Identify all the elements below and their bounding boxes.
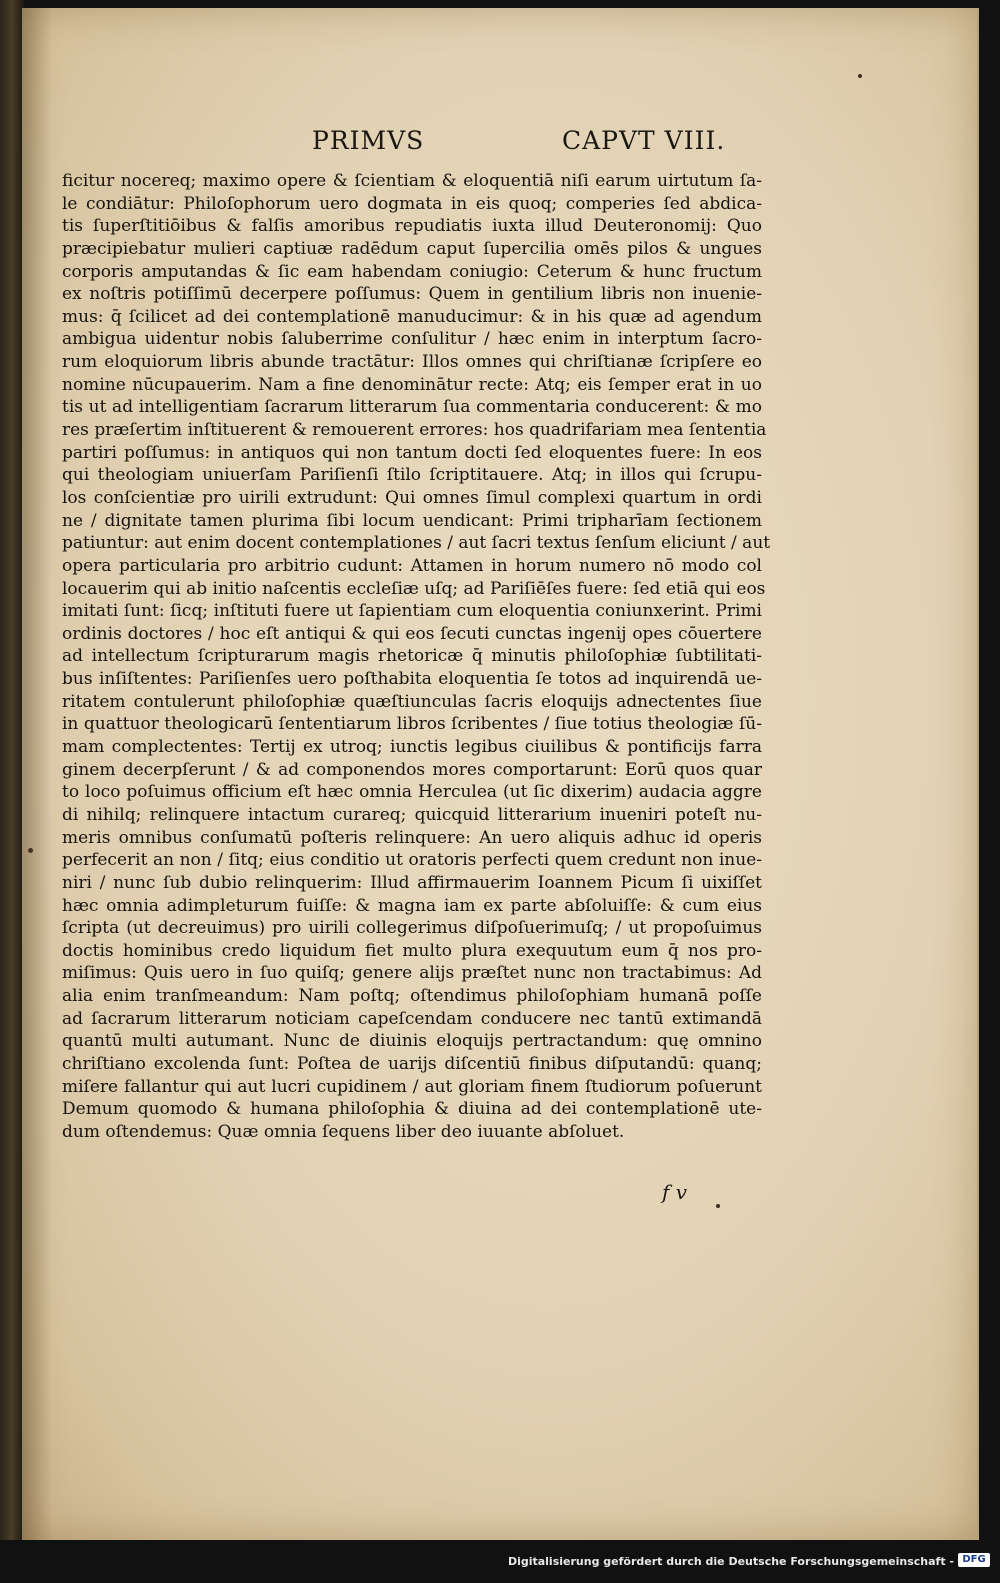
dfg-logo: DFG	[958, 1553, 990, 1567]
text-line: bus inſiſtentes: Pariſienſes uero poſthabita eloquentia ſe totos ad inquirendā ue-	[62, 669, 762, 690]
text-line: chriſtiano excolenda ſunt: Poſtea de uarijs diſcentiū finibus diſputandū: quanq;	[62, 1053, 762, 1074]
text-line: ambigua uidentur nobis ſaluberrime conſulitur / hæc enim in interptum ſacro-	[62, 329, 762, 350]
text-line: Demum quomodo & humana philoſophia & diuina ad dei contemplationē ute-	[62, 1099, 762, 1120]
text-line: miſere fallantur qui aut lucri cupidinem / aut gloriam finem ſtudiorum poſuerunt	[62, 1076, 762, 1097]
text-line: ritatem contulerunt philoſophiæ quæſtiunculas ſacris eloquijs adnectentes ſiue	[62, 691, 762, 712]
text-line: los conſcientiæ pro uirili extrudunt: Qui omnes ſimul complexi quartum in ordi	[62, 487, 762, 508]
paper-speck	[858, 74, 862, 78]
running-title: PRIMVS	[312, 126, 425, 155]
text-line: rum eloquiorum libris abunde tractātur: Illos omnes qui chriſtianæ ſcripſere eo	[62, 352, 762, 373]
text-line: ex noſtris potiſſimū decerpere poſſumus: Quem in gentilium libris non inuenie-	[62, 284, 762, 305]
text-line: miſimus: Quis uero in ſuo quiſq; genere alijs præſtet nunc non tractabimus: Ad	[62, 963, 762, 984]
text-line: partiri poſſumus: in antiquos qui non tantum docti ſed eloquentes fuere: In eos	[62, 442, 762, 463]
chapter-heading: CAPVT VIII.	[562, 126, 726, 155]
text-line: niri / nunc ſub dubio relinquerim: Illud affirmauerim Ioannem Picum ſi uixiſſet	[62, 872, 762, 893]
text-line: dum oſtendemus: Quæ omnia ſequens liber deo iuuante abſoluet.	[62, 1121, 625, 1142]
text-line: ginem decerpſerunt / & ad componendos mores comportarunt: Eorū quos quar	[62, 759, 762, 780]
signature-mark: f v	[662, 1180, 688, 1204]
page-header	[22, 126, 977, 166]
digitization-credit: Digitalisierung gefördert durch die Deutsche Forschungsgemeinschaft -	[507, 1555, 954, 1568]
text-line: ficitur nocereq; maximo opere & ſcientiam & eloquentiā niſi earum uirtutum ſa-	[62, 171, 762, 191]
text-line: nomine nūcupauerim. Nam a fine denominātur recte: Atq; eis ſemper erat in uo	[62, 374, 762, 395]
book-edge	[0, 0, 24, 1540]
text-line: corporis amputandas & ſic eam habendam coniugio: Ceterum & hunc fructum	[62, 261, 762, 282]
text-line: to loco poſuimus officium eſt hæc omnia Herculea (ut ſic dixerim) audacia aggre	[62, 782, 762, 803]
page-gutter-shadow	[22, 8, 52, 1540]
text-line: le condiātur: Philoſophorum uero dogmata in eis quoq; comperies ſed abdica-	[62, 193, 762, 214]
text-line: ordinis doctores / hoc eſt antiqui & qui eos ſecuti cunctas ingenij opes cōuertere	[62, 623, 762, 644]
text-line: ſcripta (ut decreuimus) pro uirili collegerimus diſpoſuerimuſq; / ut propoſuimus	[62, 918, 762, 939]
text-line: perfecerit an non / ſitq; eius conditio ut oratoris perfecti quem credunt non inue-	[62, 850, 762, 871]
text-line: in quattuor theologicarū ſententiarum libros ſcribentes / ſiue totius theologiæ ſū-	[62, 714, 762, 735]
text-line: ad ſacrarum litterarum noticiam capeſcendam conducere nec tantū extimandā	[62, 1008, 762, 1029]
text-line: hæc omnia adimpleturum fuiſſe: & magna iam ex parte abſoluiſſe: & cum eius	[62, 895, 762, 916]
text-line: di nihilq; relinquere intactum curareq; quicquid litterarium inueniri poteſt nu-	[62, 804, 762, 825]
text-line: ad intellectum ſcripturarum magis rhetoricæ q̄ minutis philoſophiæ ſubtilitati-	[62, 646, 762, 667]
text-line: meris omnibus conſumatū poſteris relinquere: An uero aliquis adhuc id operis	[62, 827, 762, 848]
text-line: ne / dignitate tamen plurima ſibi locum uendicant: Primi tripharīam ſectionem	[62, 510, 762, 531]
text-line: doctis hominibus credo liquidum fiet multo plura exequutum eum q̄ nos pro-	[62, 940, 762, 961]
book-page	[22, 8, 979, 1540]
text-line: quantū multi autumant. Nunc de diuinis eloquijs pertractandum: quę omnino	[62, 1031, 762, 1052]
text-line: alia enim tranſmeandum: Nam poſtq; oſtendimus philoſophiam humanā poſſe	[62, 986, 762, 1007]
text-line: mam complectentes: Tertij ex utroq; iunctis legibus ciuilibus & pontificijs farra	[62, 737, 762, 758]
paper-speck	[716, 1204, 720, 1208]
text-line: patiuntur: aut enim docent contemplationes / aut ſacri textus ſenſum eliciunt / aut	[62, 533, 771, 554]
text-line: præcipiebatur mulieri captiuæ radēdum caput ſupercilia omēs pilos & ungues	[62, 238, 762, 259]
text-line: tis ut ad intelligentiam ſacrarum litterarum ſua commentaria conducerent: & mo	[62, 397, 762, 418]
body-text	[62, 170, 771, 1144]
text-line: mus: q̄ ſcilicet ad dei contemplationē manuducimur: & in his quæ ad agendum	[62, 306, 762, 327]
text-line: opera particularia pro arbitrio cudunt: Attamen in horum numero nō modo col	[62, 555, 762, 576]
text-line: locauerim qui ab initio naſcentis eccleſiæ uſq; ad Pariſiēſes fuere: ſed etiā qui eos	[62, 578, 766, 599]
text-line: imitati ſunt: ſicq; inſtituti fuere ut ſapientiam cum eloquentia coniunxerint. Primi	[62, 601, 762, 622]
text-line: qui theologiam uniuerſam Pariſienſi ſtilo ſcriptitauere. Atq; in illos qui ſcrupu-	[62, 465, 762, 486]
text-line: tis ſuperſtitiōibus & falſis amoribus repudiatis iuxta illud Deuteronomij: Quo	[62, 216, 762, 237]
text-line: res præſertim inſtituerent & remouerent errores: hos quadrifariam mea ſententia	[62, 420, 767, 441]
